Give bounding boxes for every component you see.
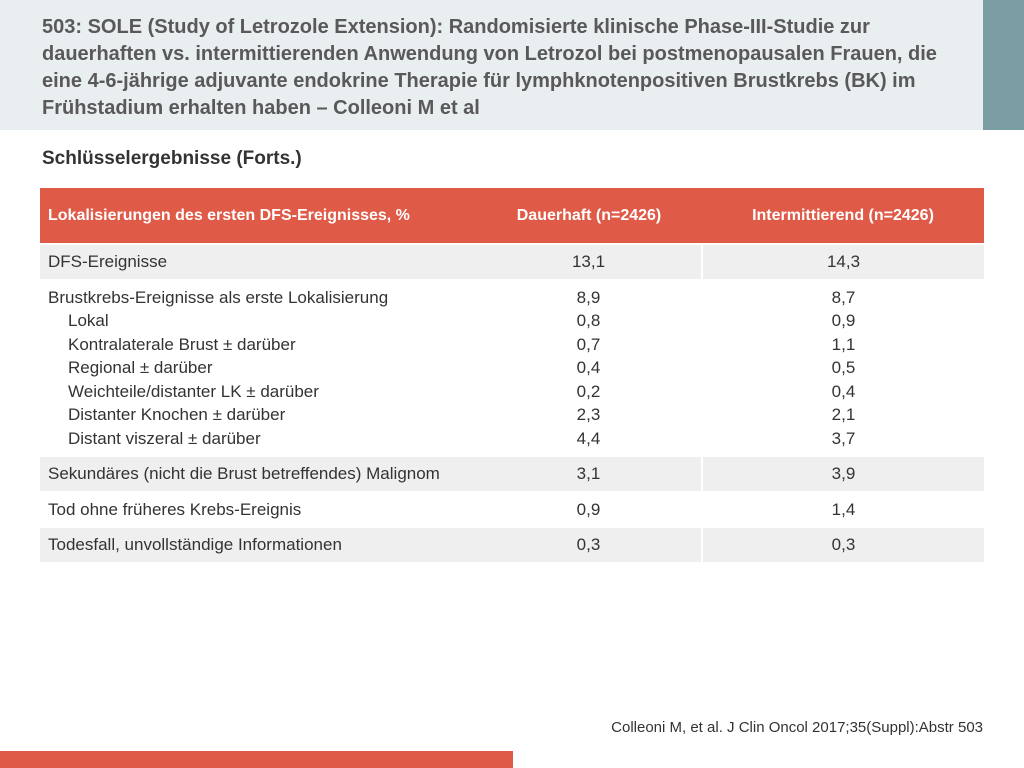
sub-row-label: Kontralaterale Brust ± darüber (68, 334, 296, 354)
cell-intermittent: 0,5 (831, 358, 856, 377)
table-row (40, 527, 984, 562)
cell-continuous: 0,7 (576, 334, 601, 354)
slide-subtitle: Schlüsselergebnisse (Forts.) (42, 148, 302, 169)
row-label: DFS-Ereignisse (40, 244, 476, 280)
cell-intermittent: 2,1 (831, 405, 856, 424)
cell-continuous: 13,1 (476, 244, 702, 280)
header-location: Lokalisierungen des ersten DFS-Ereignisses, % (40, 188, 476, 244)
cell-continuous: 0,2 (576, 381, 601, 401)
footer-accent-bar (0, 751, 513, 768)
table-row (40, 280, 984, 457)
cell-continuous: 0,8 (576, 311, 601, 330)
cell-continuous: 4,4 (576, 428, 601, 448)
row-label: Tod ohne früheres Krebs-Ereignis (40, 492, 476, 528)
sub-row-label: Distant viszeral ± darüber (68, 428, 261, 448)
row-label-group (40, 280, 476, 457)
cell-continuous: 3,1 (476, 456, 702, 492)
row-label: Sekundäres (nicht die Brust betreffendes) Malignom (40, 456, 476, 492)
sub-row-label: Lokal (68, 311, 109, 330)
sub-row-label: Weichteile/distanter LK ± darüber (68, 381, 319, 401)
cell-intermittent: 0,9 (831, 311, 856, 330)
cell-intermittent: 1,1 (831, 334, 856, 354)
table-header-row (40, 188, 984, 244)
cell-intermittent: 0,3 (702, 527, 984, 562)
cell-continuous: 0,4 (576, 358, 601, 377)
cell-continuous: 0,9 (476, 492, 702, 528)
header-intermittent: Intermittierend (n=2426) (702, 188, 984, 244)
row-label: Todesfall, unvollständige Informationen (40, 527, 476, 562)
results-table (40, 188, 984, 562)
cell-continuous-group (476, 280, 702, 457)
cell-continuous: 8,9 (576, 287, 601, 307)
citation: Colleoni M, et al. J Clin Oncol 2017;35(Suppl):Abstr 503 (611, 719, 983, 736)
cell-intermittent: 8,7 (831, 287, 856, 307)
sub-row-label: Regional ± darüber (68, 358, 213, 377)
header-accent-bar (983, 0, 1024, 130)
cell-intermittent: 14,3 (702, 244, 984, 280)
cell-intermittent: 3,7 (831, 428, 856, 448)
table-row (40, 244, 984, 280)
cell-intermittent-group (702, 280, 984, 457)
cell-continuous: 0,3 (476, 527, 702, 562)
row-label: Brustkrebs-Ereignisse als erste Lokalisierung (48, 287, 389, 307)
header-continuous: Dauerhaft (n=2426) (476, 188, 702, 244)
cell-continuous: 2,3 (576, 405, 601, 424)
cell-intermittent: 3,9 (702, 456, 984, 492)
slide-title: 503: SOLE (Study of Letrozole Extension): Randomisierte klinische Phase-III-Studie zur dauerhaften vs. intermittierenden Anwendung von Letrozol bei postmenopausalen Frauen, die eine 4-6-jährige adjuvante endokrine Therapie für lymphknotenpositiven Brustkrebs (BK) im Frühstadium erhalten haben – Colleoni M et al (42, 16, 937, 119)
table-row (40, 492, 984, 528)
table-row (40, 456, 984, 492)
cell-intermittent: 0,4 (831, 381, 856, 401)
cell-intermittent: 1,4 (702, 492, 984, 528)
sub-row-label: Distanter Knochen ± darüber (68, 405, 286, 424)
